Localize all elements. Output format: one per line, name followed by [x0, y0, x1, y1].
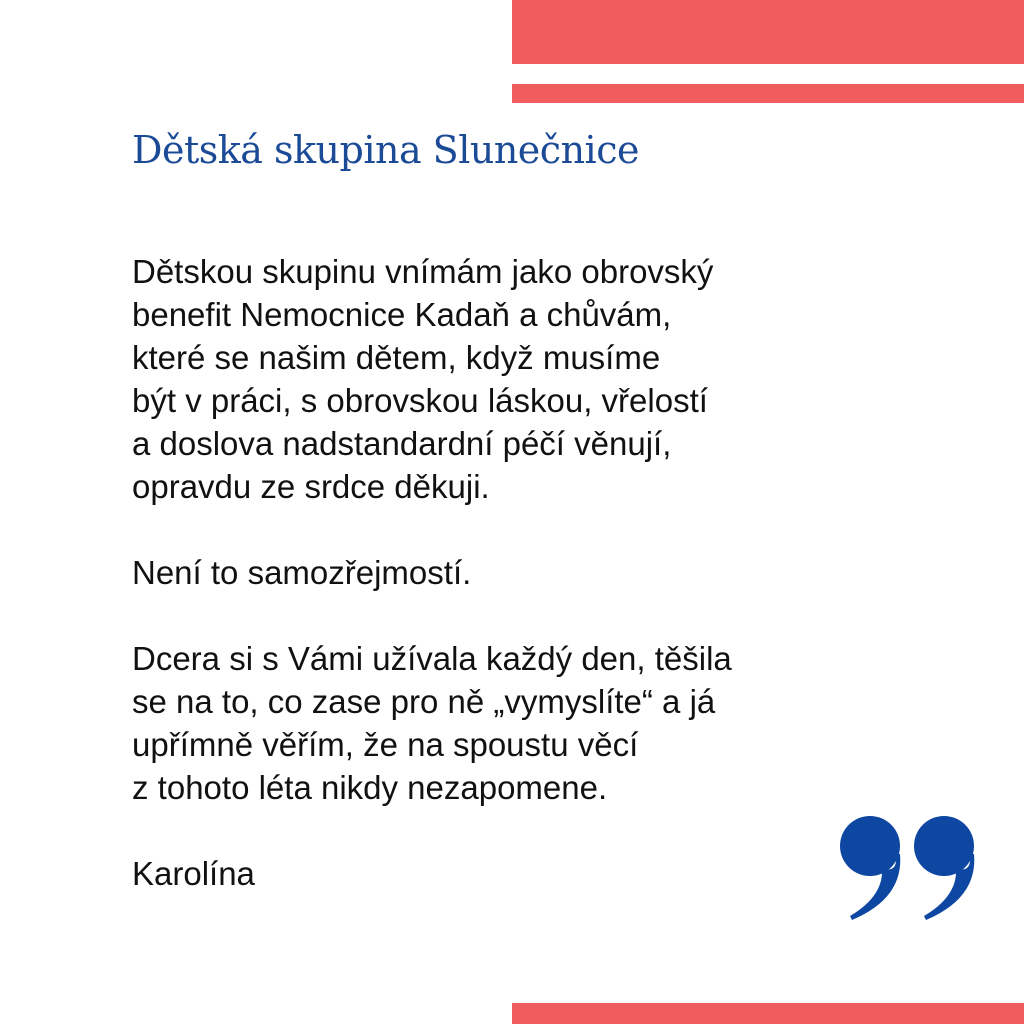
paragraph-2 [132, 551, 892, 594]
text-line: z tohoto léta nikdy nezapomene. [132, 769, 608, 806]
testimonial-text [132, 250, 892, 895]
paragraph-1 [132, 250, 892, 508]
signature: Karolína [132, 855, 255, 892]
paragraph-3 [132, 637, 892, 809]
top-accent-stripe [512, 84, 1024, 103]
text-line: benefit Nemocnice Kadaň a chůvám, [132, 296, 672, 333]
text-line: které se našim dětem, když musíme [132, 339, 661, 376]
text-line: být v práci, s obrovskou láskou, vřelostí [132, 382, 708, 419]
bottom-accent-bar [512, 1003, 1024, 1024]
text-line: Dcera si s Vámi užívala každý den, těšila [132, 640, 732, 677]
text-line: upřímně věřím, že na spoustu věcí [132, 726, 639, 763]
text-line: se na to, co zase pro ně „vymyslíte“ a já [132, 683, 716, 720]
text-line: Dětskou skupinu vnímám jako obrovský [132, 253, 714, 290]
page-title: Dětská skupina Slunečnice [132, 128, 639, 172]
text-line: a doslova nadstandardní péčí věnují, [132, 425, 672, 462]
top-accent-bar [512, 0, 1024, 64]
text-line: Není to samozřejmostí. [132, 554, 472, 591]
closing-quote-icon [838, 814, 978, 922]
text-line: opravdu ze srdce děkuji. [132, 468, 490, 505]
